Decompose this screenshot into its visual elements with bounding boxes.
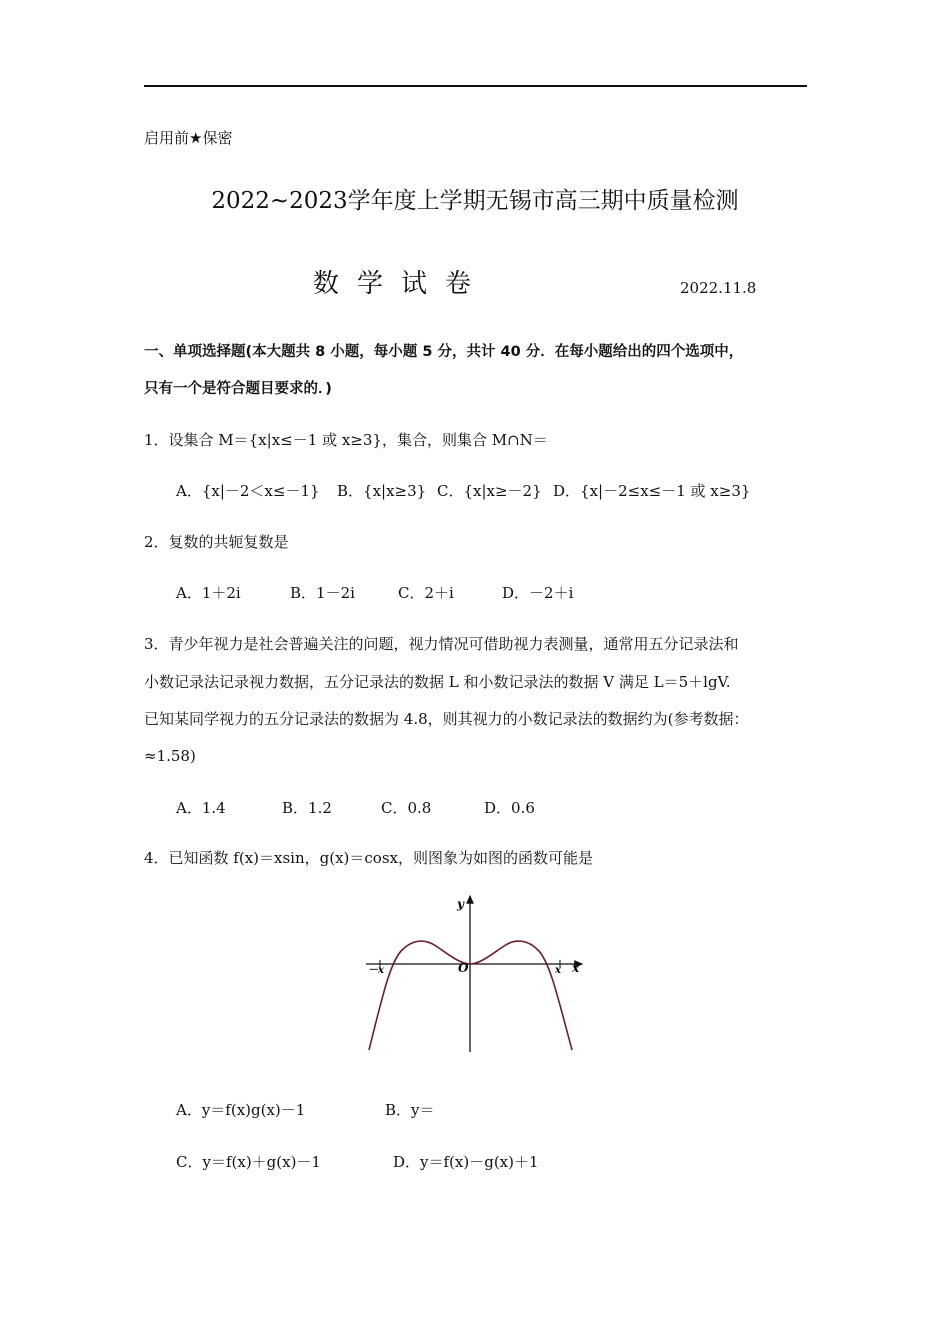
q3-option-a: A．1.4	[176, 799, 226, 817]
q1-option-d: D．{x|－2≤x≤－1 或 x≥3}	[553, 482, 751, 500]
question-3-line2: 小数记录法记录视力数据，五分记录法的数据 L 和小数记录法的数据 V 满足 L＝5＋lgV.	[144, 673, 731, 691]
section-instructions-line1: 一、单项选择题(本大题共 8 小题，每小题 5 分，共计 40 分．在每小题给出的四个选项中，	[144, 344, 744, 360]
exam-date: 2022.11.8	[680, 279, 757, 297]
y-axis-label: y	[457, 897, 464, 911]
header-rule	[144, 85, 807, 87]
q1-option-a: A．{x|－2＜x≤－1}	[176, 482, 320, 500]
question-2-stem: 2．复数的共轭复数是	[144, 533, 289, 551]
question-4-stem: 4．已知函数 f(x)＝xsin，g(x)＝cosx，则图象为如图的函数可能是	[144, 849, 593, 867]
q4-option-b: B．y＝	[385, 1101, 435, 1119]
question-3-line3: 已知某同学视力的五分记录法的数据为 4.8，则其视力的小数记录法的数据约为(参考数据：	[144, 710, 749, 728]
q3-option-d: D．0.6	[484, 799, 535, 817]
q1-option-c: C．{x|x≥－2}	[437, 482, 542, 500]
subject-title: 数学试卷	[313, 269, 490, 299]
origin-label: O	[458, 961, 469, 975]
question-3-line4: ≈1.58)	[144, 747, 196, 765]
q4-option-c: C．y＝f(x)＋g(x)－1	[176, 1153, 321, 1171]
q3-option-b: B．1.2	[282, 799, 332, 817]
exam-title: 2022~2023学年度上学期无锡市高三期中质量检测	[211, 188, 739, 214]
question-3-line1: 3．青少年视力是社会普遍关注的问题，视力情况可借助视力表测量，通常用五分记录法和	[144, 635, 739, 653]
q3-option-c: C．0.8	[381, 799, 432, 817]
x-axis-label: x	[572, 961, 580, 975]
pos-x-label: x	[555, 965, 561, 976]
q4-option-d: D．y＝f(x)－g(x)＋1	[393, 1153, 539, 1171]
neg-x-label: －x	[368, 965, 384, 976]
q4-option-a: A．y＝f(x)g(x)－1	[176, 1101, 306, 1119]
confidential-label: 启用前★保密	[144, 129, 233, 147]
q2-option-d: D．－2＋i	[502, 584, 574, 602]
q2-option-a: A．1＋2i	[176, 584, 241, 602]
question-1-stem: 1．设集合 M＝{x|x≤－1 或 x≥3}，集合，则集合 M∩N＝	[144, 431, 548, 449]
function-graph	[360, 888, 590, 1058]
q1-option-b: B．{x|x≥3}	[337, 482, 427, 500]
q2-option-b: B．1－2i	[290, 584, 355, 602]
q2-option-c: C．2＋i	[398, 584, 454, 602]
section-instructions-line2: 只有一个是符合题目要求的．)	[144, 381, 332, 397]
